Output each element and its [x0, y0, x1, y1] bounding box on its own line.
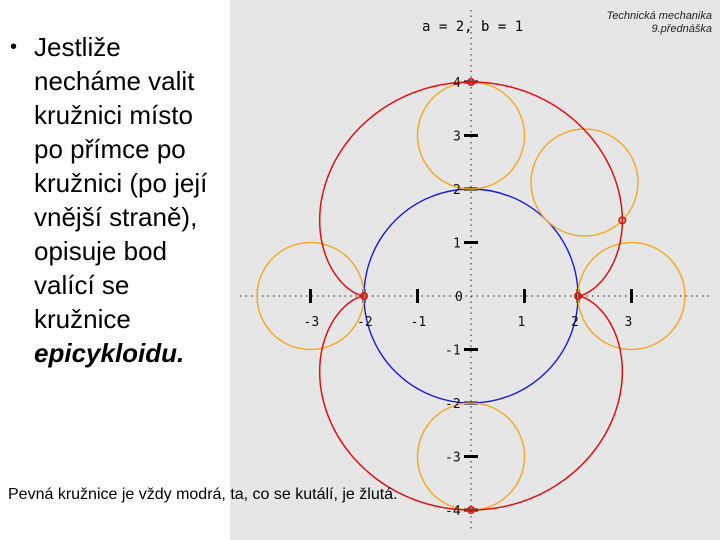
bullet-line: Jestliže	[34, 32, 121, 62]
plot-panel	[230, 0, 720, 540]
y-tick-label: 2	[453, 183, 461, 198]
y-tick-label: 4	[453, 76, 461, 91]
header-note	[607, 10, 712, 36]
x-tick-label: -2	[357, 315, 373, 330]
bullet-emphasis: epicykloidu.	[34, 338, 185, 368]
bullet-icon: •	[10, 36, 18, 58]
y-tick-label: -2	[445, 397, 461, 412]
bullet-line: po přímce po	[34, 134, 186, 164]
y-tick-label: -4	[445, 504, 461, 519]
y-tick-label: -1	[445, 343, 461, 359]
x-tick-label: 3	[624, 315, 633, 330]
bullet-line: kružnici místo	[34, 100, 193, 130]
x-tick-label: -3	[303, 315, 320, 330]
caption: Pevná kružnice je vždy modrá, ta, co se kutálí, je žlutá.	[8, 486, 398, 503]
y-tick-label: 1	[453, 236, 461, 252]
x-tick-label: 0	[455, 290, 463, 305]
bullet-line: valící se	[34, 270, 130, 300]
y-tick-label: 3	[453, 129, 461, 145]
x-tick-label: 1	[517, 315, 526, 330]
lecture-number: 9.přednáška	[651, 23, 712, 35]
x-tick-label: -1	[410, 315, 427, 330]
bullet-line: opisuje bod	[34, 236, 167, 266]
bullet-line: necháme valit	[34, 66, 195, 96]
x-tick-label: 2	[571, 315, 579, 330]
parameters-label: a = 2, b = 1	[422, 19, 524, 35]
epicycloid-plot	[230, 0, 720, 540]
bullet-line: kružnici (po její	[34, 168, 208, 198]
bullet-line: vnější straně),	[34, 202, 198, 232]
bullet-text	[34, 30, 234, 370]
y-tick-label: -3	[445, 450, 461, 466]
bullet-line: kružnice	[34, 304, 131, 334]
course-title: Technická mechanika	[606, 10, 712, 22]
